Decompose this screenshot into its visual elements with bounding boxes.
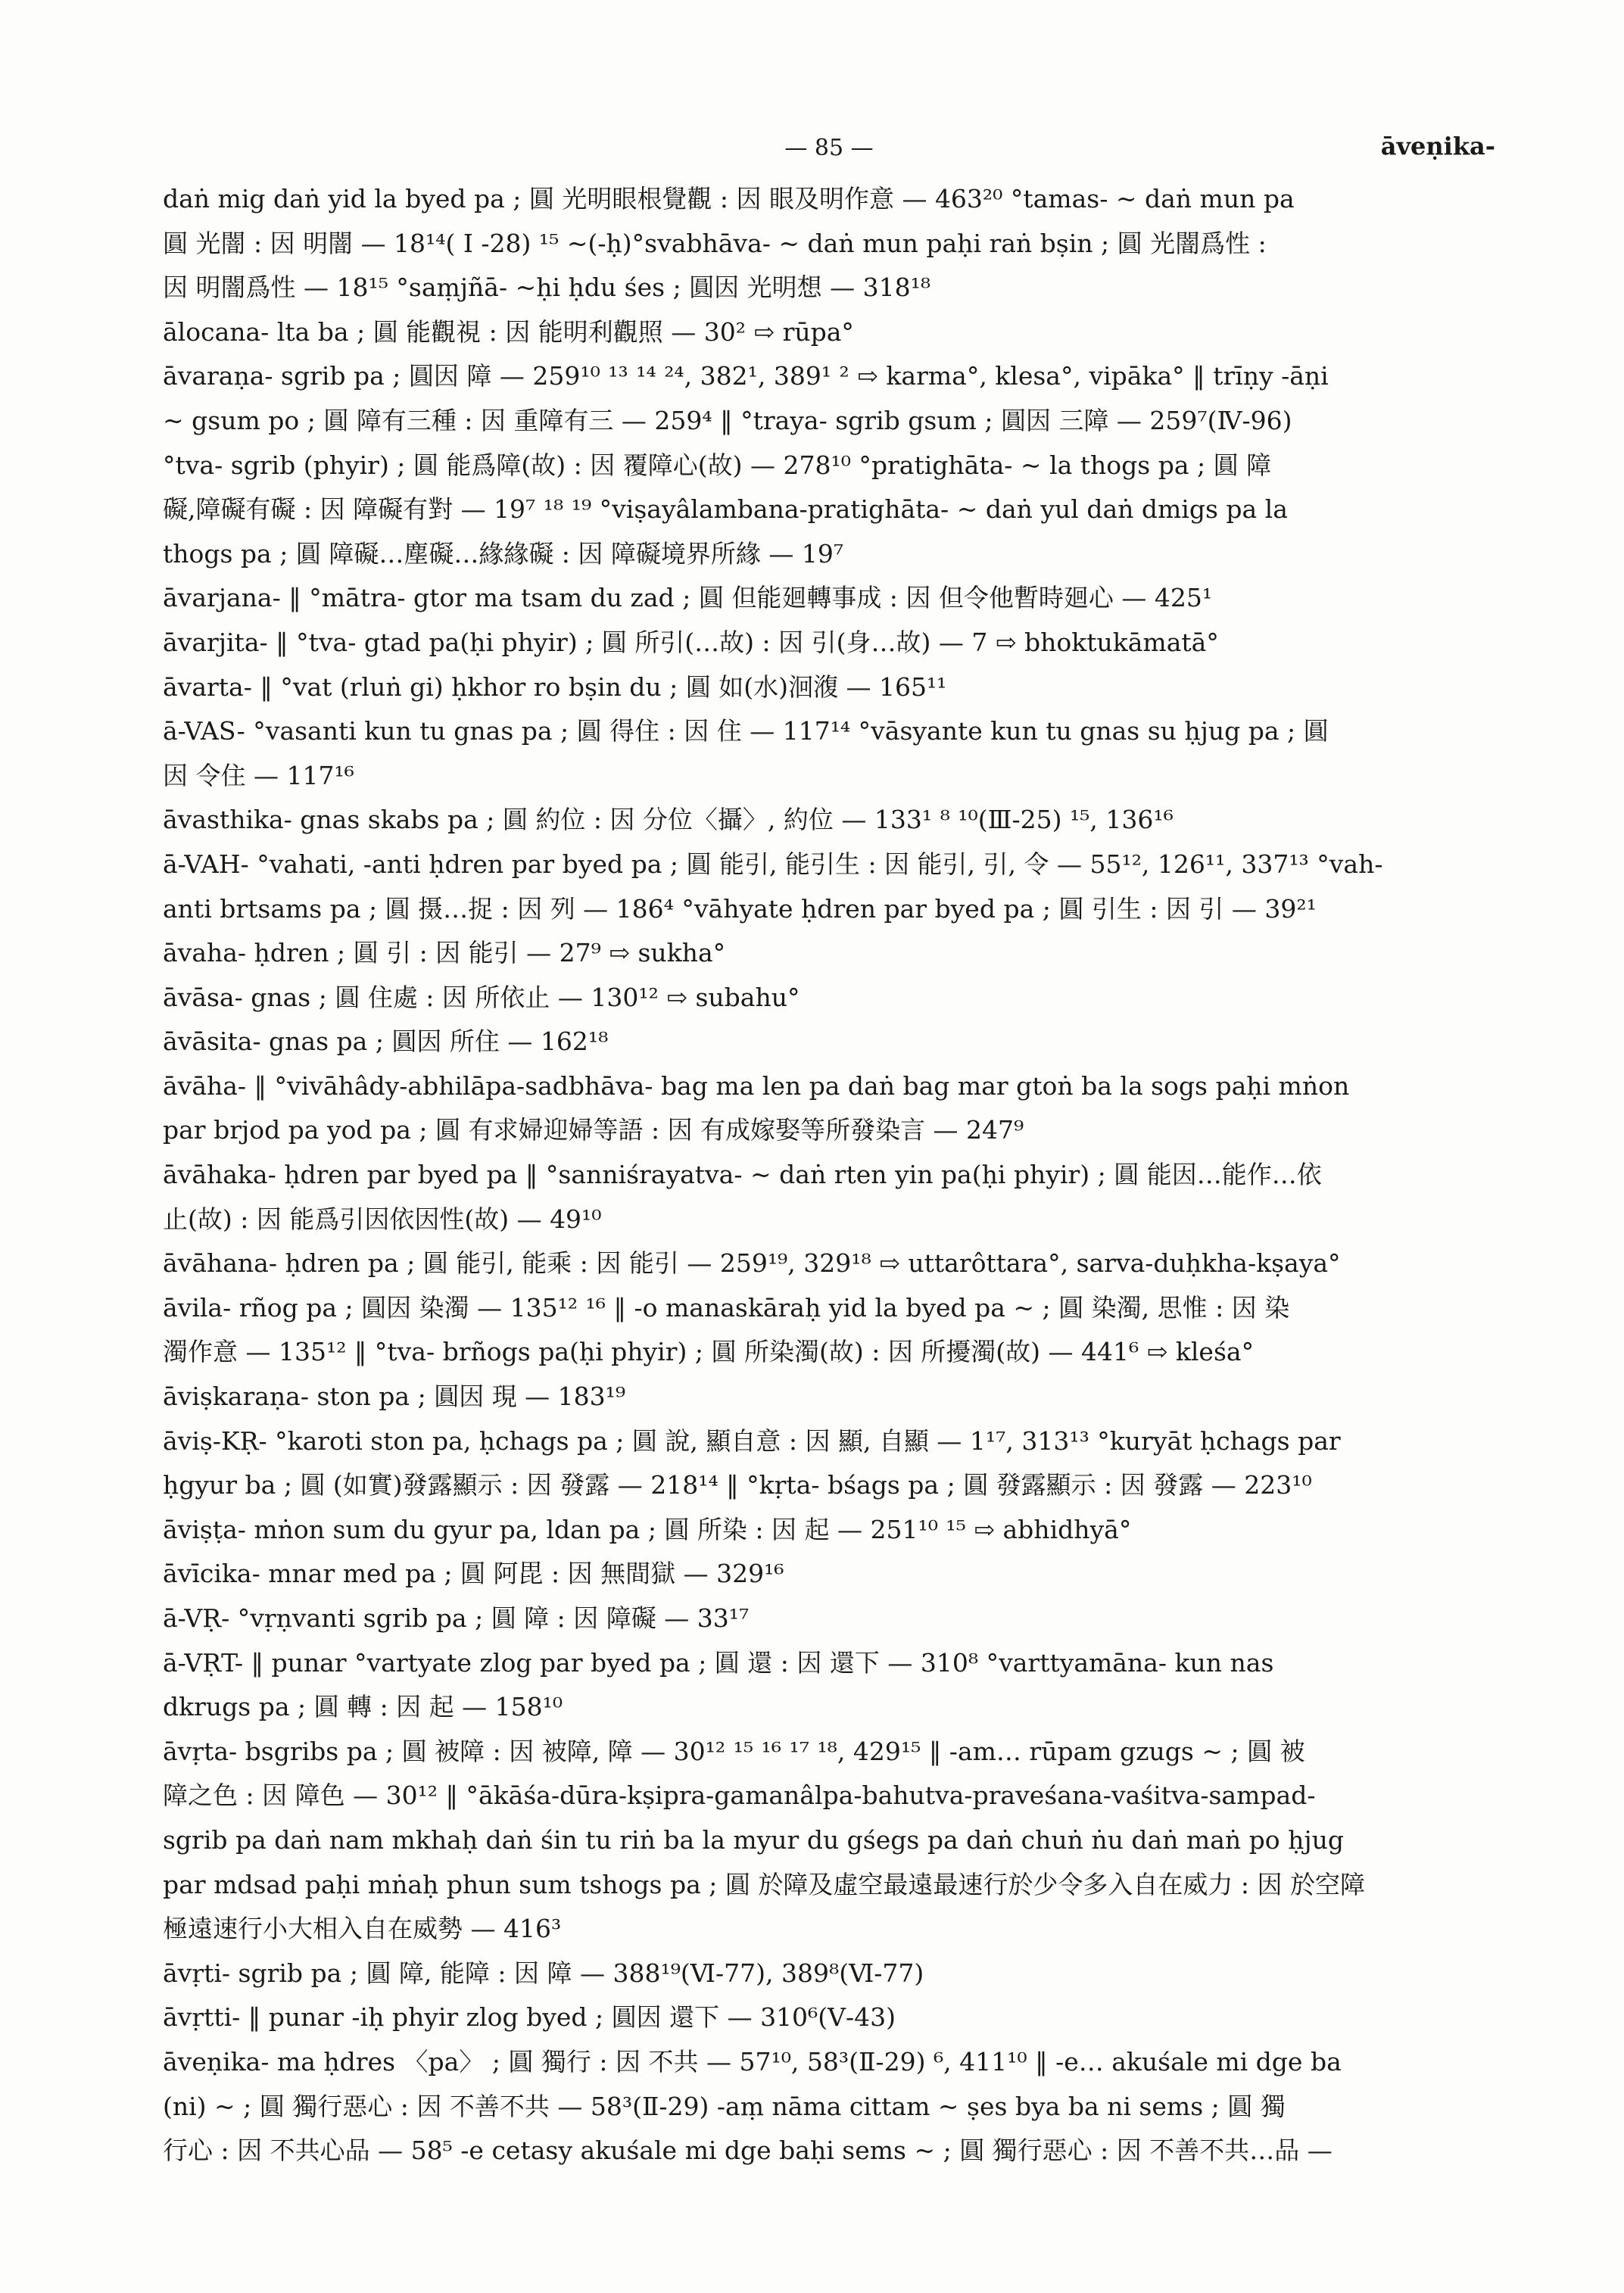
text-line: āvaraṇa- sgrib pa ; 圓因 障 — 259¹⁰ ¹³ ¹⁴ ²⁴, 382¹, 389¹ ² ⇨ karma°, klesa°, vipāka° ‖ trīṇy -āṇi [163,361,1329,391]
text-line: āvila- rñog pa ; 圓因 染濁 — 135¹² ¹⁶ ‖ -o manaskāraḥ yid la byed pa ~ ; 圓 染濁, 思惟 : 因 染 [163,1292,1290,1323]
text-line: ā-VAS- °vasanti kun tu gnas pa ; 圓 得住 : 因 住 — 117¹⁴ °vāsyante kun tu gnas su ḥjug pa ; 圓 [163,716,1329,746]
text-line: 止(故) : 因 能爲引因依因性(故) — 49¹⁰ [163,1204,602,1234]
text-line: 行心 : 因 不共心品 — 58⁵ -e cetasy akuśale mi dge baḥi sems ~ ; 圓 獨行惡心 : 因 不善不共…品 — [163,2136,1333,2166]
text-line: ā-VṚT- ‖ punar °vartyate zlog par byed pa ; 圓 還 : 因 還下 — 310⁸ °varttyamāna- kun nas [163,1647,1274,1678]
running-head: āveṇika- [1380,132,1495,160]
text-line: āvasthika- gnas skabs pa ; 圓 約位 : 因 分位〈攝〉, 約位 — 133¹ ⁸ ¹⁰(Ⅲ-25) ¹⁵, 136¹⁶ [163,805,1174,835]
text-line: (ni) ~ ; 圓 獨行惡心 : 因 不善不共 — 58³(Ⅱ-29) -aṃ nāma cittam ~ ṣes bya ba ni sems ; 圓 獨 [163,2091,1286,2121]
entry-list [163,177,1495,2173]
text-line: 極遠速行小大相入自在威勢 — 416³ [163,1914,562,1944]
text-line: 障之色 : 因 障色 — 30¹² ‖ °ākāśa-dūra-kṣipra-gamanâlpa-bahutva-praveśana-vaśitva-sampad- [163,1781,1316,1811]
text-line: āvarjita- ‖ °tva- gtad pa(ḥi phyir) ; 圓 所引(…故) : 因 引(身…故) — 7 ⇨ bhoktukāmatā° [163,627,1219,657]
text-line: par mdsad paḥi mṅaḥ phun sum tshogs pa ; 圓 於障及虛空最遠最速行於少令多入自在威力 : 因 於空障 [163,1869,1365,1899]
text-line: 礙,障礙有礙 : 因 障礙有對 — 19⁷ ¹⁸ ¹⁹ °viṣayâlambana-pratighāta- ~ daṅ yul daṅ dmigs pa la [163,494,1288,525]
text-line: āveṇika- ma ḥdres 〈pa〉 ; 圓 獨行 : 因 不共 — 57¹⁰, 58³(Ⅱ-29) ⁶, 411¹⁰ ‖ -e… akuśale mi dge ba [163,2046,1342,2076]
text-line: anti brtsams pa ; 圓 摄…捉 : 因 列 — 186⁴ °vāhyate ḥdren par byed pa ; 圓 引生 : 因 引 — 39²¹ [163,893,1317,924]
text-line: āvarta- ‖ °vat (rluṅ gi) ḥkhor ro bṣin du ; 圓 如(水)洄澓 — 165¹¹ [163,671,947,702]
text-line: 因 令住 — 117¹⁶ [163,760,354,790]
text-line: āviṣṭa- mṅon sum du gyur pa, ldan pa ; 圓 所染 : 因 起 — 251¹⁰ ¹⁵ ⇨ abhidhyā° [163,1514,1132,1544]
text-line: daṅ mig daṅ yid la byed pa ; 圓 光明眼根覺觀 : 因 眼及明作意 — 463²⁰ °tamas- ~ daṅ mun pa [163,184,1295,213]
text-line: ḥgyur ba ; 圓 (如實)發露顯示 : 因 發露 — 218¹⁴ ‖ °kṛta- bśags pa ; 圓 發露顯示 : 因 發露 — 223¹⁰ [163,1470,1312,1500]
text-line: dkrugs pa ; 圓 轉 : 因 起 — 158¹⁰ [163,1692,563,1722]
text-line: āvṛta- bsgribs pa ; 圓 被障 : 因 被障, 障 — 30¹² ¹⁵ ¹⁶ ¹⁷ ¹⁸, 429¹⁵ ‖ -am… rūpam gzugs ~ ; 圓 被 [163,1736,1305,1766]
text-line: par brjod pa yod pa ; 圓 有求婦迎婦等語 : 因 有成嫁娶等所發染言 — 247⁹ [163,1115,1024,1145]
text-line: °tva- sgrib (phyir) ; 圓 能爲障(故) : 因 覆障心(故) — 278¹⁰ °pratighāta- ~ la thogs pa ; 圓 障 [163,450,1272,480]
text-line: āvarjana- ‖ °mātra- gtor ma tsam du zad ; 圓 但能廻轉事成 : 因 但令他暫時廻心 — 425¹ [163,583,1213,613]
text-line: āviṣkaraṇa- ston pa ; 圓因 現 — 183¹⁹ [163,1382,626,1412]
text-line: āvāsita- gnas pa ; 圓因 所住 — 162¹⁸ [163,1027,609,1057]
text-line: āvṛti- sgrib pa ; 圓 障, 能障 : 因 障 — 388¹⁹(Ⅵ-77), 389⁸(Ⅵ-77) [163,1958,924,1988]
text-line: thogs pa ; 圓 障礙…塵礙…緣緣礙 : 因 障礙境界所緣 — 19⁷ [163,538,844,569]
text-line: āviṣ-KṚ- °karoti ston pa, ḥchags pa ; 圓 說, 顯自意 : 因 顯, 自顯 — 1¹⁷, 313¹³ °kuryāt ḥchags par [163,1425,1341,1456]
page-header [163,121,1495,174]
page-number: — 85 — [784,135,874,161]
text-line: ālocana- lta ba ; 圓 能觀視 : 因 能明利觀照 — 30² ⇨ rūpa° [163,316,854,347]
text-line: ā-VAH- °vahati, -anti ḥdren par byed pa ; 圓 能引, 能引生 : 因 能引, 引, 令 — 55¹², 126¹¹, 337¹³ °vah- [163,849,1383,879]
text-line: ~ gsum po ; 圓 障有三種 : 因 重障有三 — 259⁴ ‖ °traya- sgrib gsum ; 圓因 三障 — 259⁷(Ⅳ-96) [163,405,1292,435]
dictionary-page [163,121,1495,2173]
text-line: āvāsa- gnas ; 圓 住處 : 因 所依止 — 130¹² ⇨ subahu° [163,982,800,1012]
text-line: 因 明闇爲性 — 18¹⁵ °saṃjñā- ~ḥi ḥdu śes ; 圓因 光明想 — 318¹⁸ [163,273,931,303]
text-line: āvāhana- ḥdren pa ; 圓 能引, 能乘 : 因 能引 — 259¹⁹, 329¹⁸ ⇨ uttarôttara°, sarva-duḥkha-kṣaya° [163,1248,1341,1279]
text-line: āvāha- ‖ °vivāhâdy-abhilāpa-sadbhāva- bag ma len pa daṅ bag mar gtoṅ ba la sogs paḥi mṅon [163,1070,1350,1101]
text-line: sgrib pa daṅ nam mkhaḥ daṅ śin tu riṅ ba la myur du gśegs pa daṅ chuṅ ṅu daṅ maṅ po ḥjug [163,1824,1344,1855]
text-line: āvīcika- mnar med pa ; 圓 阿毘 : 因 無間獄 — 329¹⁶ [163,1559,784,1589]
text-line: ā-VṚ- °vṛṇvanti sgrib pa ; 圓 障 : 因 障礙 — 33¹⁷ [163,1603,750,1633]
text-line: āvaha- ḥdren ; 圓 引 : 因 能引 — 27⁹ ⇨ sukha° [163,938,726,968]
text-line: āvṛtti- ‖ punar -iḥ phyir zlog byed ; 圓因 還下 — 310⁶(Ⅴ-43) [163,2002,896,2033]
text-line: 濁作意 — 135¹² ‖ °tva- brñogs pa(ḥi phyir) ; 圓 所染濁(故) : 因 所擾濁(故) — 441⁶ ⇨ kleśa° [163,1337,1255,1367]
text-line: 圓 光闇 : 因 明闇 — 18¹⁴( I -28) ¹⁵ ~(-ḥ)°svabhāva- ~ daṅ mun paḥi raṅ bṣin ; 圓 光闇爲性 : [163,228,1267,258]
text-line: āvāhaka- ḥdren par byed pa ‖ °sanniśrayatva- ~ daṅ rten yin pa(ḥi phyir) ; 圓 能因…能作…依 [163,1160,1322,1190]
